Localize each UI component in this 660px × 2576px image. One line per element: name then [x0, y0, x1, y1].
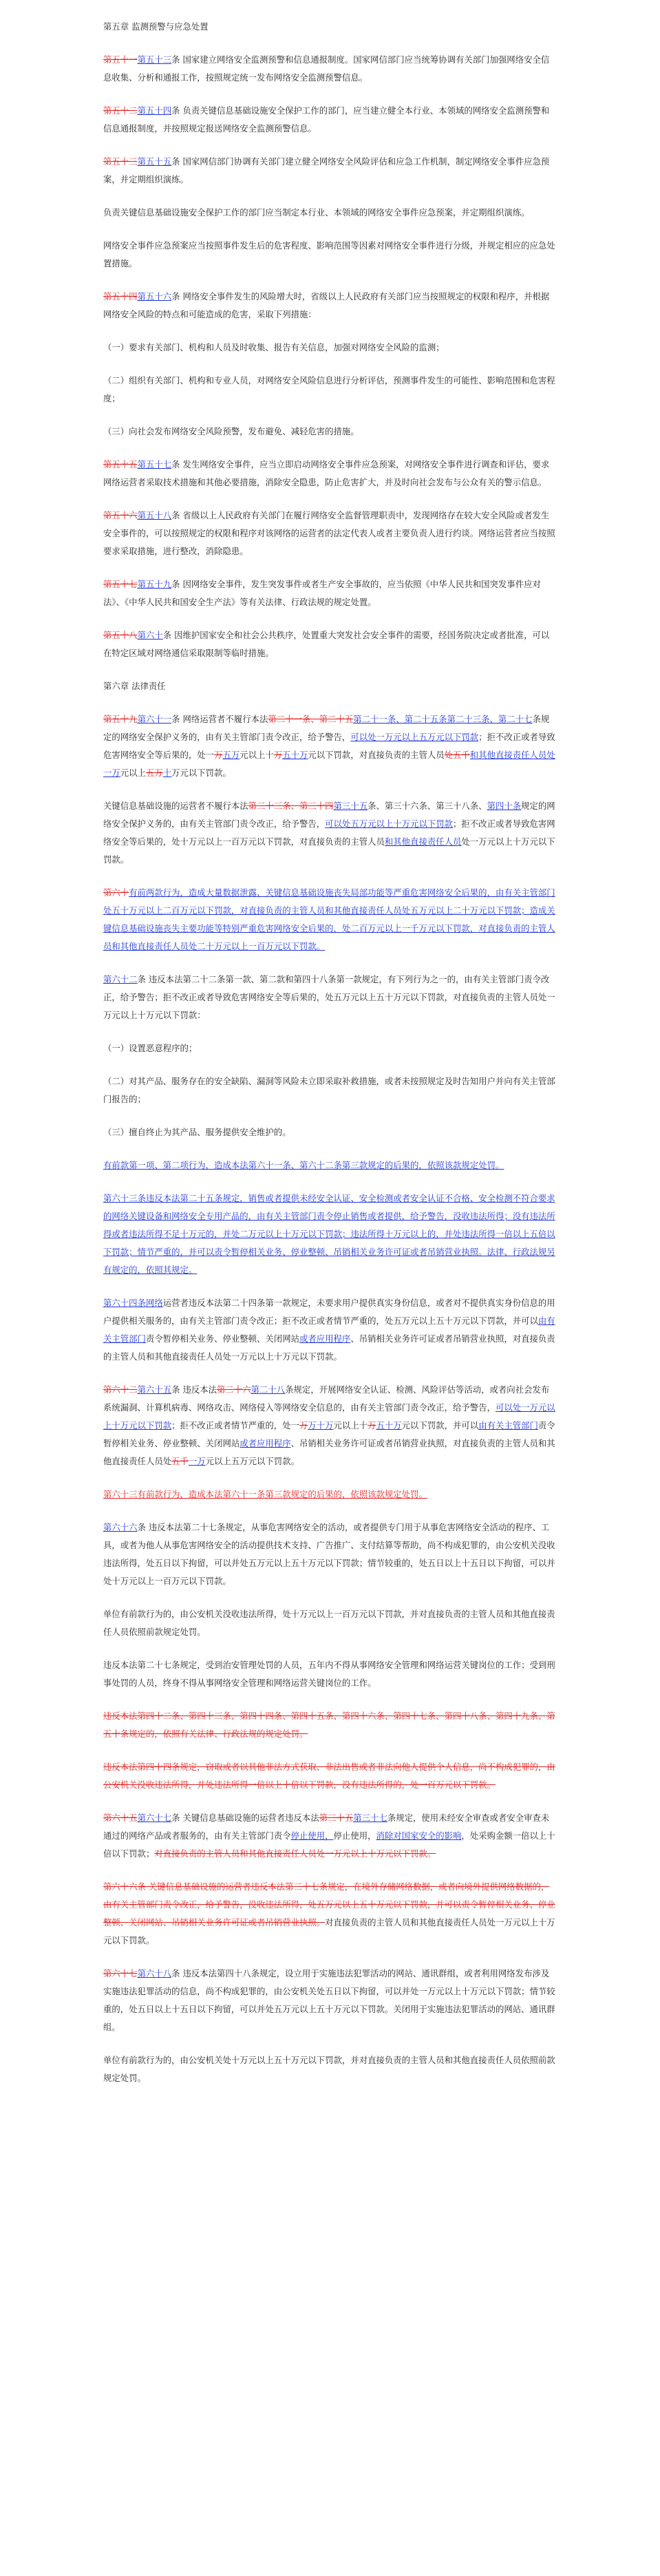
article-text: 条 网络安全事件发生的风险增大时，省级以上人民政府有关部门应当按照规定的权限和程序，并根据网络安全风险的特点和可能造成的危害，采取下列措施：	[103, 291, 550, 319]
insertion: 停止使用，	[290, 1830, 334, 1841]
text-run: 、吊销相关业务许可证或者吊销营业执照，对直接负责的主管人员和其他直接责任人员处一万元以上十万元以下罚款。	[103, 1333, 555, 1362]
text-run: 责令暂停相关业务、停业整顿、关闭网站	[103, 1420, 555, 1448]
text-run: 条规定，使用未经安全审查或者安全审查未通过的网络产品或者服务的，由有关主管部门责令	[103, 1813, 550, 1841]
insertion: 五万	[222, 750, 240, 760]
chapter-5-title: 第五章 监测预警与应急处置	[103, 21, 209, 32]
insertion: 可以处五万元以上十万元以下罚款	[325, 819, 454, 829]
insertion: 和其他直接责任人员	[384, 836, 462, 847]
article-57	[103, 456, 557, 492]
article-text: 条 国家网信部门协调有关部门建立健全网络安全风险评估和应急工作机制，制定网络安全事件应急预案，并定期组织演练。	[103, 156, 550, 184]
text-run: 责令暂停相关业务、停业整顿、关闭网站	[145, 1333, 299, 1344]
deleted-article-number: 第五十二	[103, 105, 138, 116]
text-run: 元以上五万元以下罚款。	[205, 1456, 299, 1466]
insertion: 消除对国家安全的影响	[376, 1830, 462, 1841]
article-62-cii	[103, 797, 557, 869]
insertion: 可以处一万元以上十万元以下罚款	[103, 1402, 555, 1430]
article-54	[103, 102, 557, 138]
text-run: 关键信息基础设施的运营者不履行本法	[103, 801, 248, 811]
deletion: 对直接负责的主管人员和其他直接责任人员处一万元以上十万元以下罚款。	[154, 1848, 436, 1859]
paragraph: 违反本法第二十七条规定，受到治安管理处罚的人员，五年内不得从事网络安全管理和网络运营关键岗位的工作；受到刑事处罚的人员，终身不得从事网络安全管理和网络运营关键岗位的工作。	[103, 1660, 555, 1688]
insertion: 由有关主管部门	[478, 1420, 538, 1430]
list-item: （三）向社会发布网络安全风险预警，发布避免、减轻危害的措施。	[103, 426, 359, 436]
text-run: 运营者违反本法第二十四条第一款规定，未要求用户提供真实身份信息，或者对不提供真实身份信息的用户提供相关服务的，由有关主管部门责令改正；拒不改正或者情节严重的，处五万元以上五十万元以下罚款，并可以	[103, 1298, 555, 1326]
deleted-article-number: 第五十四	[103, 291, 138, 302]
article-59	[103, 576, 557, 611]
text-run: 处一万元以上十万元以下罚款。	[103, 836, 555, 865]
article-text: 条 违反本法第四十八条规定，设立用于实施违法犯罪活动的网站、通讯群组，或者利用网络发布涉及实施违法犯罪活动的信息，尚不构成犯罪的，由公安机关处五日以下拘留，可以并处一万元以上十万元以下罚款；情节较重的，处五日以上十五日以下拘留，可以并处五万元以上五十万元以下罚款。关闭用于实施违法犯罪活动的网站、通讯群组。	[103, 1968, 555, 2032]
text-run: 万元以下罚款。	[171, 768, 231, 778]
new-paragraph-severe-harm	[103, 884, 557, 956]
insertion: 或者应用程序	[239, 1438, 291, 1448]
article-58	[103, 507, 557, 560]
insertion: 五十万	[282, 750, 308, 760]
text-run: 对直接负责的主管人员和其他直接责任人员处一万元以上十万元以下罚款。	[103, 1917, 555, 1945]
deleted-article-number: 第五十七	[103, 579, 138, 589]
deleted-article-66	[103, 1878, 557, 1950]
deleted-paragraph: 违反本法第四十二条、第四十三条、第四十四条、第四十五条、第四十六条、第四十七条、第四十八条、第四十九条、第五十条规定的，依照有关法律、行政法规的规定处罚。	[103, 1711, 555, 1739]
text-run: 条、第三十六条、第三十八条、	[368, 801, 487, 811]
article-67	[103, 1809, 557, 1863]
deletion: 第六十二	[103, 1384, 138, 1395]
article-text: 条 国家建立网络安全监测预警和信息通报制度。国家网信部门应当统筹协调有关部门加强网络安全信息收集、分析和通报工作，按照规定统一发布网络安全监测预警信息。	[103, 54, 550, 83]
inserted-article-number: 第六十二	[103, 974, 138, 984]
text-run: 元以下罚款，并可以	[401, 1420, 479, 1430]
inserted-article-number: 第六十	[137, 630, 163, 640]
text-run: 条 违反本法	[171, 1384, 217, 1395]
inserted-article-number: 第五十三	[137, 54, 172, 65]
paragraph: 单位有前款行为的，由公安机关处十万元以上五十万元以下罚款，并对直接负责的主管人员和其他直接责任人员依照前款规定处罚。	[103, 2055, 555, 2083]
deletion: 第六十六条 关键信息基础设施的运营者违反本法第三十七条规定，在境外存储网络数据，或者向境外提供网络数据的，由有关主管部门责令改正，给予警告，没收违法所得，处五万元以上五十万元以下罚款，并可以责令暂停相关业务、停业整顿、关闭网站、吊销相关业务许可证或者吊销营业执照。	[103, 1881, 555, 1928]
article-text: 条 违反本法第二十七条规定，从事危害网络安全的活动，或者提供专门用于从事危害网络安全活动的程序、工具，或者为他人从事危害网络安全的活动提供技术支持、广告推广、支付结算等帮助，尚不构成犯罪的，由公安机关没收违法所得，处五日以下拘留，可以并处五万元以上五十万元以下罚款；情节较重的，处五日以上十五日以下拘留，可以并处十万元以上一百万元以下罚款。	[103, 1522, 555, 1586]
deleted-article-number: 第五十八	[103, 630, 138, 640]
article-62	[103, 971, 557, 1024]
article-text: 条 省级以上人民政府有关部门在履行网络安全监督管理职责中，发现网络存在较大安全风险或者发生安全事件的，可以按照规定的权限和程序对该网络的运营者的法定代表人或者主要负责人进行约谈。网络运营者应当按照要求采取措施，进行整改，消除隐患。	[103, 510, 555, 556]
deleted-article-number: 第五十三	[103, 156, 138, 167]
article-text: 条 发生网络安全事件，应当立即启动网络安全事件应急预案，对网络安全事件进行调查和评估，要求网络运营者采取技术措施和其他必要措施，消除安全隐患，防止危害扩大，并及时向社会发布与公众有关的警示信息。	[103, 459, 550, 487]
deleted-paragraph: 违反本法第四十四条规定，窃取或者以其他非法方式获取、非法出售或者非法向他人提供个人信息，尚不构成犯罪的，由公安机关没收违法所得，并处违法所得一倍以上十倍以下罚款，没有违法所得的，处一百万元以下罚款。	[103, 1762, 555, 1790]
inserted-article-number: 第五十九	[137, 579, 172, 589]
text-run: 条 关键信息基础设施的运营者违反本法	[171, 1813, 319, 1823]
deletion: 万	[368, 1420, 376, 1430]
article-61	[103, 710, 557, 782]
deletion: 五万	[145, 768, 163, 778]
deletion: 处五千	[444, 750, 470, 760]
list-item: （二）组织有关部门、机构和专业人员，对网络安全风险信息进行分析评估，预测事件发生的可能性、影响范围和危害程度；	[103, 375, 555, 403]
paragraph: 网络安全事件应急预案应当按照事件发生后的危害程度、影响范围等因素对网络安全事件进行分级，并规定相应的应急处置措施。	[103, 240, 555, 268]
insertion: 万十万	[308, 1420, 334, 1430]
insertion: 一万	[188, 1456, 206, 1466]
text-run: 元以上十	[239, 750, 274, 760]
text-run: 元以上	[120, 768, 146, 778]
deletion: 第三十五	[319, 1813, 354, 1823]
insertion: 可以处一万元以上五万元以下罚款	[350, 732, 479, 742]
paragraph: 单位有前款行为的，由公安机关没收违法所得，处十万元以上一百万元以下罚款，并对直接负责的主管人员和其他直接责任人员依照前款规定处罚。	[103, 1609, 555, 1637]
deletion: 第三十三条、第三十四	[248, 801, 334, 811]
insertion: 有前两款行为，造成大量数据泄露、关键信息基础设施丧失局部功能等严重危害网络安全后果的，由有关主管部门处五十万元以上二百万元以下罚款，对直接负责的主管人员和其他直接责任人员处五万元以上二十万元以下罚款；造成关键信息基础设施丧失主要功能等特别严重危害网络安全后果的，处二百万元以上一千万元以下罚款，对直接负责的主管人员和其他直接责任人员处二十万元以上一百万元以下罚款。	[103, 887, 555, 951]
chapter-6-title: 第六章 法律责任	[103, 681, 166, 691]
insertion: 第三十七	[353, 1813, 387, 1823]
text-run: 条规定，开展网络安全认证、检测、风险评估等活动，或者向社会发布系统漏洞、计算机病毒、网络攻击、网络侵入等网络安全信息的，由有关主管部门责令改正，给予警告，	[103, 1384, 550, 1413]
insertion: 第六十七	[137, 1813, 172, 1823]
list-item: （一）要求有关部门、机构和人员及时收集、报告有关信息，加强对网络安全风险的监测；	[103, 342, 445, 352]
inserted-article-number: 第六十八	[137, 1968, 172, 1978]
article-text: 条 负责关键信息基础设施安全保护工作的部门，应当建立健全本行业、本领域的网络安全监测预警和信息通报制度，并按照规定报送网络安全监测预警信息。	[103, 105, 550, 134]
insertion: 第六十一	[137, 714, 172, 724]
deletion: 万	[299, 1420, 308, 1430]
inserted-article-number: 第五十六	[137, 291, 172, 302]
text-run: 规定的网络安全保护义务的，由有关主管部门责令改正，给予警告，	[103, 801, 555, 829]
article-text: 条 因维护国家安全和社会公共秩序，处置重大突发社会安全事件的需要，经国务院决定或者批准，可以在特定区域对网络通信采取限制等临时措施。	[103, 630, 550, 658]
inserted-article-number: 第六十六	[103, 1522, 138, 1532]
insertion: 第六十五	[137, 1384, 172, 1395]
deletion: 万	[273, 750, 283, 760]
text-run: 元以下罚款，对直接负责的主管人员	[308, 750, 445, 760]
article-65	[103, 1381, 557, 1470]
modified-paragraph: 第六十三有前款行为，造成本法第六十一条第三款规定的后果的，依照该款规定处罚。	[103, 1489, 427, 1499]
inserted-article-number: 第五十四	[137, 105, 172, 116]
insertion: 第四十条	[487, 801, 522, 811]
insertion: 由有关主管部门	[103, 1316, 555, 1344]
insertion: 或者应用程序	[299, 1333, 351, 1344]
text-run: 停止使用，	[333, 1830, 376, 1841]
article-63-inserted: 第六十三条违反本法第二十五条规定，销售或者提供未经安全认证、安全检测或者安全认证不合格、安全检测不符合要求的网络关键设备和网络安全专用产品的，由有关主管部门责令停止销售或者提供，给予警告，没收违法所得；没有违法所得或者违法所得不足十万元的，并处二万元以上十万元以下罚款；违法所得十万元以上的，并处违法所得一倍以上五倍以下罚款；情节严重的，并可以责令暂停相关业务、停业整顿、吊销相关业务许可证或者吊销营业执照。法律、行政法规另有规定的，依照其规定。	[103, 1193, 555, 1275]
insertion: 第六十四条网络	[103, 1298, 163, 1308]
insertion: 第二十一条、第二十五条第二十三条、第二十七	[353, 714, 533, 724]
article-68	[103, 1965, 557, 2036]
article-56	[103, 288, 557, 324]
inserted-paragraph: 有前款第一项、第二项行为，造成本法第六十一条、第六十二条第三款规定的后果的，依照该款规定处罚。	[103, 1160, 504, 1170]
text-run: 、吊销相关业务许可证或者吊销营业执照，对直接负责的主管人员和其他直接责任人员处	[103, 1438, 555, 1466]
deleted-article-number: 第五十六	[103, 510, 138, 520]
inserted-article-number: 第五十七	[137, 459, 172, 469]
deletion: 五千	[171, 1456, 189, 1466]
insertion: 第二十八	[251, 1384, 286, 1395]
insertion: 第三十五	[333, 801, 368, 811]
article-66	[103, 1519, 557, 1590]
inserted-article-number: 第五十八	[137, 510, 172, 520]
deletion: 第六十	[103, 887, 129, 898]
article-text: 条 因网络安全事件，发生突发事件或者生产安全事故的，应当依照《中华人民共和国突发事件应对法》、《中华人民共和国安全生产法》等有关法律、行政法规的规定处置。	[103, 579, 541, 607]
insertion: 和其他直接责任人员处一万	[103, 750, 555, 778]
article-55	[103, 153, 557, 189]
deleted-article-number: 第六十七	[103, 1968, 138, 1978]
deletion: 万	[214, 750, 223, 760]
text-run: 条 网络运营者不履行本法	[171, 714, 268, 724]
text-run: ；拒不改正或者导致危害网络安全等后果的，处十万元以上一百万元以下罚款，对直接负责的主管人员	[103, 819, 555, 847]
article-text: 条 违反本法第二十二条第一款、第二款和第四十八条第一款规定，有下列行为之一的，由有关主管部门责令改正，给予警告；拒不改正或者导致危害网络安全等后果的，处五万元以上五十万元以下罚款，对直接负责的主管人员处一万元以上十万元以下罚款：	[103, 974, 555, 1020]
list-item: （三）擅自终止为其产品、服务提供安全维护的。	[103, 1127, 291, 1137]
insertion: 十	[162, 768, 172, 778]
text-run: 条规定的网络安全保护义务的，由有关主管部门责令改正，给予警告，	[103, 714, 550, 742]
text-run: ，处采购金额一倍以上十倍以下罚款；	[103, 1830, 555, 1859]
paragraph: 负责关键信息基础设施安全保护工作的部门应当制定本行业、本领域的网络安全事件应急预案，并定期组织演练。	[103, 207, 530, 218]
deletion: 第五十九	[103, 714, 138, 724]
text-run: ；拒不改正或者情节严重的，处一	[171, 1420, 299, 1430]
list-item: （二）对其产品、服务存在的安全缺陷、漏洞等风险未立即采取补救措施，或者未按照规定及时告知用户并向有关主管部门报告的；	[103, 1076, 555, 1104]
deletion: 第六十五	[103, 1813, 138, 1823]
deletion: 第二十一条、第二十五	[268, 714, 354, 724]
inserted-article-number: 第五十五	[137, 156, 172, 167]
list-item: （一）设置恶意程序的；	[103, 1043, 198, 1053]
text-run: ；拒不改正或者导致危害网络安全等后果的，处一	[103, 732, 555, 760]
deleted-article-number: 第五十一	[103, 54, 138, 65]
article-53	[103, 51, 557, 87]
deleted-article-number: 第五十五	[103, 459, 138, 469]
deletion: 第二十六	[217, 1384, 251, 1395]
article-60	[103, 626, 557, 662]
article-64	[103, 1294, 557, 1366]
insertion: 五十万	[376, 1420, 402, 1430]
text-run: 元以上十	[333, 1420, 368, 1430]
